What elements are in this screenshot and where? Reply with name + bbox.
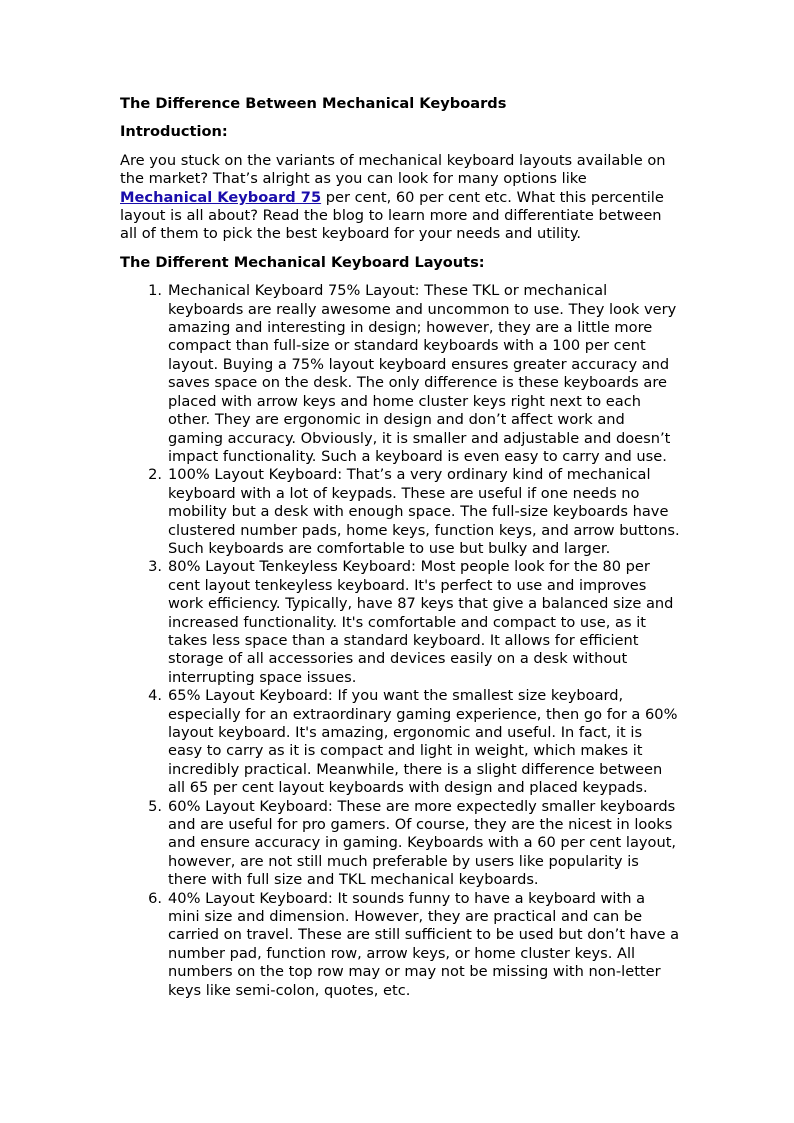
introduction-paragraph	[120, 152, 680, 244]
document-page	[120, 95, 680, 1000]
list-item	[120, 890, 680, 1000]
list-item-number: 5.	[148, 797, 162, 815]
list-item-text: Mechanical Keyboard 75% Layout: These TKL or mechanical keyboards are really awesome and uncommon to use. They look very amazing and interesting in design; however, they are a little more compact than full-size or standard keyboards with a 100 per cent layout. Buying a 75% layout keyboard ensures greater accuracy and saves space on the desk. The only difference is these keyboards are placed with arrow keys and home cluster keys right next to each other. They are ergonomic in design and don’t affect work and gaming accuracy. Obviously, it is smaller and adjustable and doesn’t impact functionality. Such a keyboard is even easy to carry and use.	[168, 282, 677, 465]
list-item-text: 60% Layout Keyboard: These are more expectedly smaller keyboards and are useful for pro gamers. Of course, they are the nicest in looks and ensure accuracy in gaming. Keyboards with a 60 per cent layout, however, are not still much preferable by users like popularity is there with full size and TKL mechanical keyboards.	[168, 797, 677, 889]
layouts-list	[120, 282, 680, 1000]
document-title: The Difference Between Mechanical Keyboards	[120, 95, 507, 112]
intro-text-after-link: per cent, 60 per cent etc. What this percentile layout is all about? Read the blog to learn more and differentiate between all of them to pick the best keyboard for your needs and utility.	[120, 188, 664, 243]
list-item-number: 4.	[148, 687, 162, 705]
list-item-text: 80% Layout Tenkeyless Keyboard: Most people look for the 80 per cent layout tenkeyless keyboard. It's perfect to use and improves work efficiency. Typically, have 87 keys that give a balanced size and increased functionality. It's comfortable and compact to use, as it takes less space than a standard keyboard. It allows for efficient storage of all accessories and devices easily on a desk without interrupting space issues.	[168, 558, 674, 686]
list-item-number: 2.	[148, 466, 162, 484]
mechanical-keyboard-75-link[interactable]: Mechanical Keyboard 75	[120, 188, 322, 206]
layouts-heading: The Different Mechanical Keyboard Layouts:	[120, 253, 485, 271]
list-item-number: 6.	[148, 889, 162, 907]
list-item	[120, 558, 680, 687]
list-item-text: 65% Layout Keyboard: If you want the smallest size keyboard, especially for an extraordinary gaming experience, then go for a 60% layout keyboard. It's amazing, ergonomic and useful. In fact, it is easy to carry as it is compact and light in weight, which makes it incredibly practical. Meanwhile, there is a slight difference between all 65 per cent layout keyboards with design and placed keypads.	[168, 687, 678, 797]
list-item-number: 1.	[148, 282, 162, 300]
list-item	[120, 687, 680, 797]
list-item-number: 3.	[148, 558, 162, 576]
list-item	[120, 282, 680, 466]
list-item-text: 100% Layout Keyboard: That’s a very ordinary kind of mechanical keyboard with a lot of keypads. These are useful if one needs no mobility but a desk with enough space. The full-size keyboards have clustered number pads, home keys, function keys, and arrow buttons. Such keyboards are comfortable to use but bulky and larger.	[168, 466, 680, 557]
list-item-text: 40% Layout Keyboard: It sounds funny to have a keyboard with a mini size and dimension. However, they are practical and can be carried on travel. These are still sufficient to be used but don’t have a number pad, function row, arrow keys, or home cluster keys. All numbers on the top row may or may not be missing with non-letter keys like semi-colon, quotes, etc.	[168, 889, 680, 999]
list-item	[120, 466, 680, 558]
intro-text-before-link: Are you stuck on the variants of mechanical keyboard layouts available on the market? That’s alright as you can look for many options like	[120, 151, 666, 188]
list-item	[120, 798, 680, 890]
introduction-heading: Introduction:	[120, 123, 228, 141]
